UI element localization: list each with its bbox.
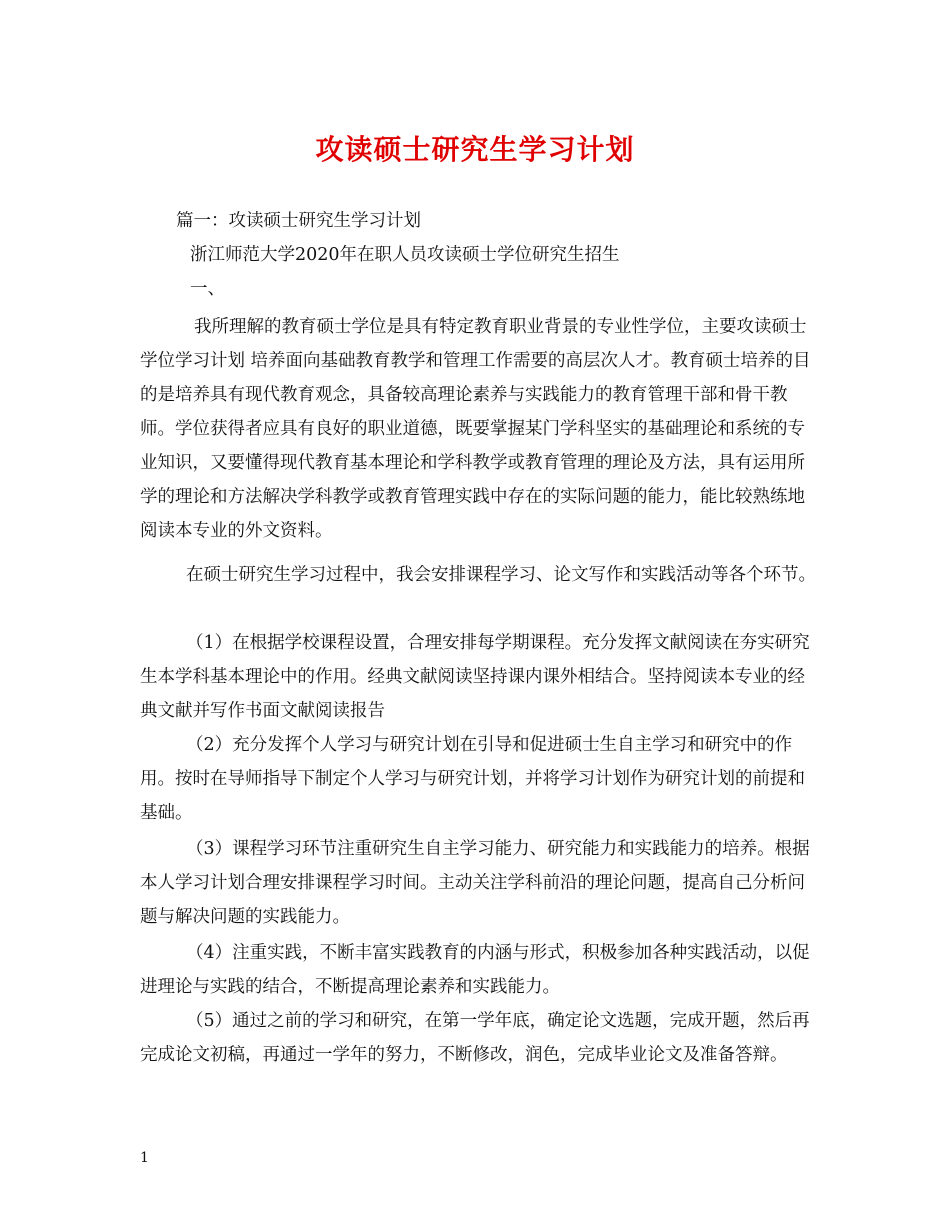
paragraph-5: （3）课程学习环节注重研究生自主学习能力、研究能力和实践能力的培养。根据本人学习计划合理安排课程学习时间。主动关注学科前沿的理论问题，提高自己分析问题与解决问题的实践能力。 — [140, 839, 810, 927]
paragraph-1: 我所理解的教育硕士学位是具有特定教育职业背景的专业性学位，主要攻读硕士学位学习计划 培养面向基础教育教学和管理工作需要的高层次人才。教育硕士培养的目的是培养具有现代教育观念，具备较高理论素养与实践能力的教育管理干部和骨干教师。学位获得者应具有良好的职业道德，既要掌握某门学科坚实的基础理论和系统的专业知识，又要懂得现代教育基本理论和学科教学或教育管理的理论及方法，具有运用所学的理论和方法解决学科教学或教育管理实践中存在的实际问题的能力，能比较熟练地阅读本专业的外文资料。 — [140, 317, 811, 541]
section-marker: 一、 — [190, 279, 225, 299]
institution-line: 浙江师范大学2020年在职人员攻读硕士学位研究生招生 — [190, 245, 620, 265]
document-title: 攻读硕士研究生学习计划 — [315, 133, 635, 166]
paragraph-2: 在硕士研究生学习过程中，我会安排课程学习、论文写作和实践活动等各个环节。 — [186, 565, 816, 585]
paragraph-3: （1）在根据学校课程设置，合理安排每学期课程。充分发挥文献阅读在夯实研究生本学科基本理论中的作用。经典文献阅读坚持课内课外相结合。坚持阅读本专业的经典文献并写作书面文献阅读报告 — [140, 633, 810, 721]
paragraph-7: （5）通过之前的学习和研究，在第一学年底，确定论文选题，完成开题，然后再完成论文初稿，再通过一学年的努力，不断修改，润色，完成毕业论文及准备答辩。 — [140, 1011, 810, 1065]
page-number: 1 — [140, 1150, 149, 1166]
paragraph-6: （4）注重实践，不断丰富实践教育的内涵与形式，积极参加各种实践活动，以促进理论与实践的结合，不断提高理论素养和实践能力。 — [140, 943, 810, 997]
subheading: 篇一：攻读硕士研究生学习计划 — [176, 211, 421, 231]
paragraph-4: （2）充分发挥个人学习与研究计划在引导和促进硕士生自主学习和研究中的作用。按时在导师指导下制定个人学习与研究计划，并将学习计划作为研究计划的前提和基础。 — [140, 735, 805, 823]
